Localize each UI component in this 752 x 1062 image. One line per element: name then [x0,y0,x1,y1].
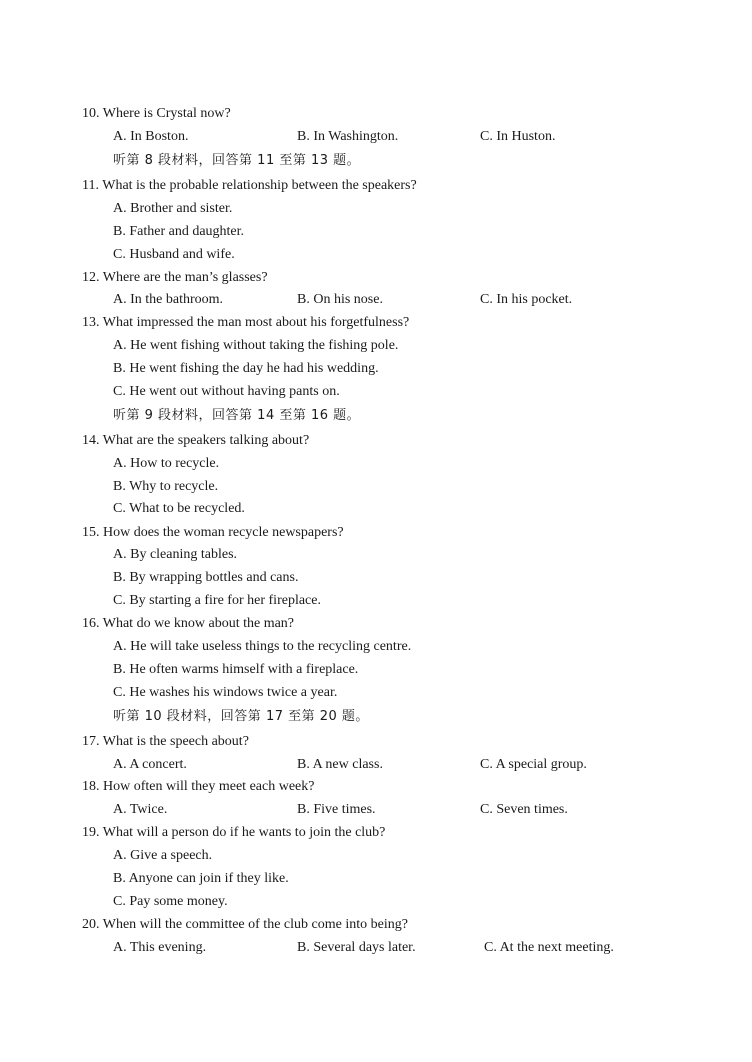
question-11-option-a: A. Brother and sister. [113,201,233,216]
question-14-option-b: B. Why to recycle. [113,479,219,494]
question-15-option-b: B. By wrapping bottles and cans. [113,570,299,585]
question-18-options [113,800,713,820]
question-20-option-b: B. Several days later. [297,940,416,955]
question-10-option-c: C. In Huston. [480,129,556,144]
question-18-option-b: B. Five times. [297,802,376,817]
question-17-option-c: C. A special group. [480,757,587,772]
question-15-option-a: A. By cleaning tables. [113,547,238,562]
question-16-option-b: B. He often warms himself with a fireplace. [113,662,359,677]
question-17-option-a: A. A concert. [113,757,187,772]
question-10-option-a: A. In Boston. [113,129,189,144]
question-18-stem: 18. How often will they meet each week? [82,779,315,794]
question-12-option-c: C. In his pocket. [480,292,573,307]
question-11-option-b: B. Father and daughter. [113,224,245,239]
question-20-options [113,938,713,958]
question-12-option-b: B. On his nose. [297,292,383,307]
question-17-stem: 17. What is the speech about? [82,734,249,749]
question-14-option-c: C. What to be recycled. [113,501,245,516]
question-20-option-c: C. At the next meeting. [484,940,614,955]
question-19-option-a: A. Give a speech. [113,848,213,863]
question-13-option-b: B. He went fishing the day he had his wedding. [113,361,379,376]
question-16-option-a: A. He will take useless things to the recycling centre. [113,639,412,654]
question-19-option-b: B. Anyone can join if they like. [113,871,289,886]
question-15-option-c: C. By starting a fire for her fireplace. [113,593,321,608]
section-instruction-8: 听第 8 段材料，回答第 11 至第 13 题。 [113,153,361,168]
question-14-option-a: A. How to recycle. [113,456,220,471]
question-10-options [113,127,713,147]
question-12-options [113,290,713,310]
question-19-stem: 19. What will a person do if he wants to join the club? [82,825,386,840]
question-17-option-b: B. A new class. [297,757,383,772]
question-18-option-c: C. Seven times. [480,802,568,817]
question-19-option-c: C. Pay some money. [113,894,228,909]
question-20-stem: 20. When will the committee of the club come into being? [82,917,408,932]
question-15-stem: 15. How does the woman recycle newspapers? [82,525,344,540]
question-18-option-a: A. Twice. [113,802,168,817]
question-12-option-a: A. In the bathroom. [113,292,224,307]
question-10-option-b: B. In Washington. [297,129,399,144]
question-12-stem: 12. Where are the man’s glasses? [82,270,268,285]
section-instruction-10: 听第 10 段材料，回答第 17 至第 20 题。 [113,709,369,724]
question-14-stem: 14. What are the speakers talking about? [82,433,310,448]
question-20-option-a: A. This evening. [113,940,207,955]
question-11-option-c: C. Husband and wife. [113,247,235,262]
question-13-option-a: A. He went fishing without taking the fishing pole. [113,338,399,353]
question-10-stem: 10. Where is Crystal now? [82,106,231,121]
question-16-option-c: C. He washes his windows twice a year. [113,685,338,700]
question-11-stem: 11. What is the probable relationship between the speakers? [82,178,417,193]
section-instruction-9: 听第 9 段材料，回答第 14 至第 16 题。 [113,408,361,423]
question-13-option-c: C. He went out without having pants on. [113,384,340,399]
question-17-options [113,755,713,775]
question-13-stem: 13. What impressed the man most about his forgetfulness? [82,315,410,330]
question-16-stem: 16. What do we know about the man? [82,616,295,631]
